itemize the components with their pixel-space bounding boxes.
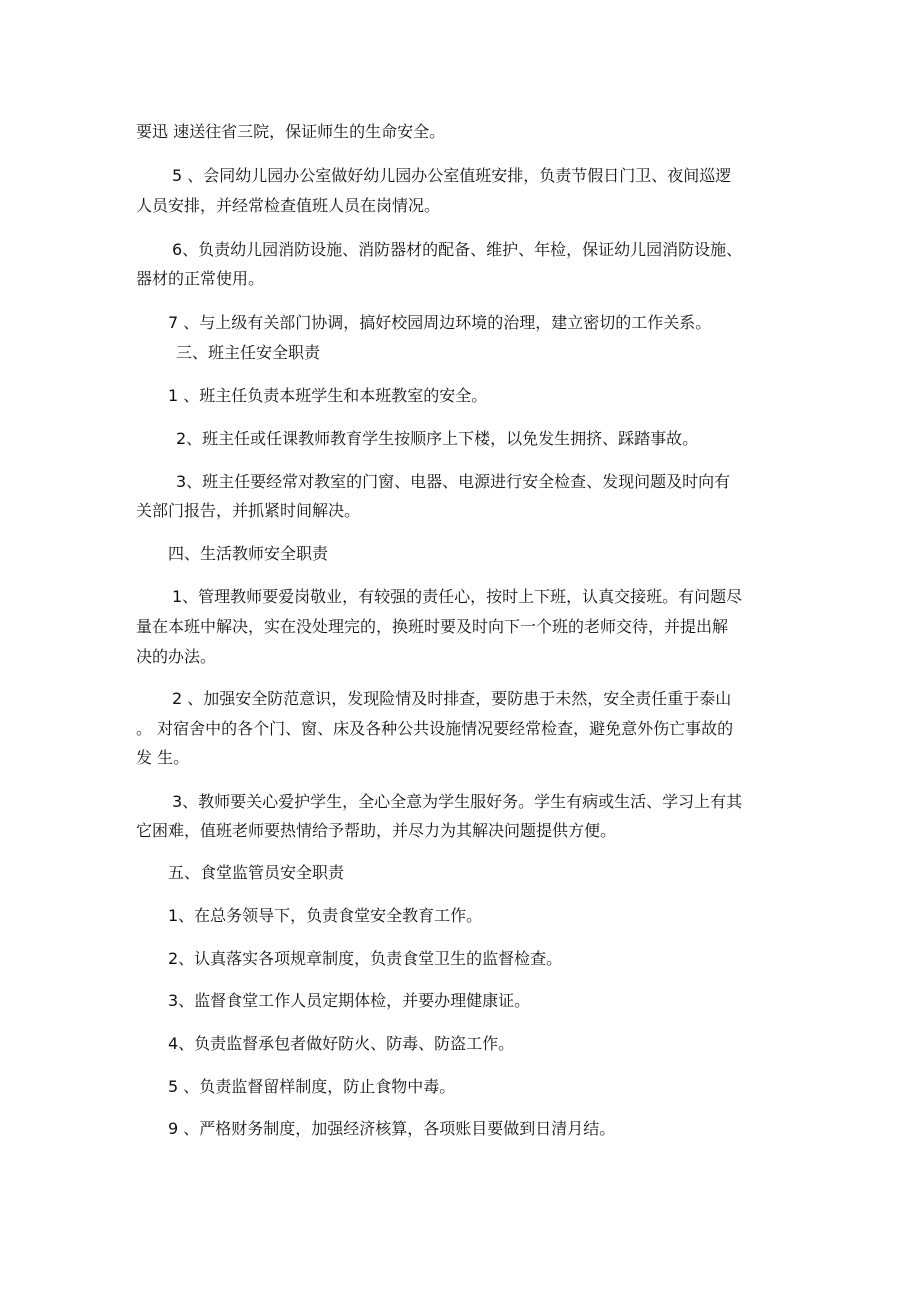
text-line: 决的办法。 — [136, 647, 217, 666]
text-line: 1、管理教师要爱岗敬业，有较强的责任心，按时上下班，认真交接班。有问题尽 — [172, 587, 743, 606]
text-line: 4、负责监督承包者做好防火、防毒、防盗工作。 — [168, 1034, 515, 1053]
text-line: 2、班主任或任课教师教育学生按顺序上下楼，以免发生拥挤、踩踏事故。 — [176, 429, 699, 448]
text-line: 2 、加强安全防范意识，发现险情及时排查，要防患于未然，安全责任重于泰山 — [172, 689, 732, 708]
text-line: 3、教师要关心爱护学生，全心全意为学生服好务。学生有病或生活、学习上有其 — [172, 792, 743, 811]
section-heading: 五、食堂监管员安全职责 — [168, 863, 345, 882]
text-line: 5 、会同幼儿园办公室做好幼儿园办公室值班安排，负责节假日门卫、夜间巡逻 — [172, 166, 732, 185]
text-line: 它困难，值班老师要热情给予帮助，并尽力为其解决问题提供方便。 — [136, 821, 617, 840]
section-heading: 三、班主任安全职责 — [176, 343, 321, 362]
text-line: 5 、负责监督留样制度，防止食物中毒。 — [168, 1077, 456, 1096]
text-line: 器材的正常使用。 — [136, 269, 265, 288]
text-line: 7 、与上级有关部门协调，搞好校园周边环境的治理，建立密切的工作关系。 — [168, 313, 712, 332]
text-line: 1、在总务领导下，负责食堂安全教育工作。 — [168, 906, 483, 925]
text-line: 要迅 速送往省三院，保证师生的生命安全。 — [136, 122, 446, 141]
text-line: 3、监督食堂工作人员定期体检，并要办理健康证。 — [168, 991, 531, 1010]
text-line: 2、认真落实各项规章制度，负责食堂卫生的监督检查。 — [168, 949, 563, 968]
text-line: 6、负责幼儿园消防设施、消防器材的配备、维护、年检，保证幼儿园消防设施、 — [172, 240, 743, 259]
text-line: 发 生。 — [136, 748, 190, 767]
text-line: 人员安排，并经常检查值班人员在岗情况。 — [136, 196, 441, 215]
text-line: 1 、班主任负责本班学生和本班教室的安全。 — [168, 386, 488, 405]
text-line: 9 、严格财务制度，加强经济核算，各项账目要做到日清月结。 — [168, 1119, 616, 1138]
text-line: 3、班主任要经常对教室的门窗、电器、电源进行安全检查、发现问题及时向有 — [176, 472, 731, 491]
text-line: 量在本班中解决，实在没处理完的，换班时要及时向下一个班的老师交待，并提出解 — [136, 617, 729, 636]
text-line: 关部门报告，并抓紧时间解决。 — [136, 501, 361, 520]
section-heading: 四、生活教师安全职责 — [168, 544, 329, 563]
text-line: 。 对宿舍中的各个门、窗、床及各种公共设施情况要经常检查，避免意外伤亡事故的 — [136, 719, 734, 738]
